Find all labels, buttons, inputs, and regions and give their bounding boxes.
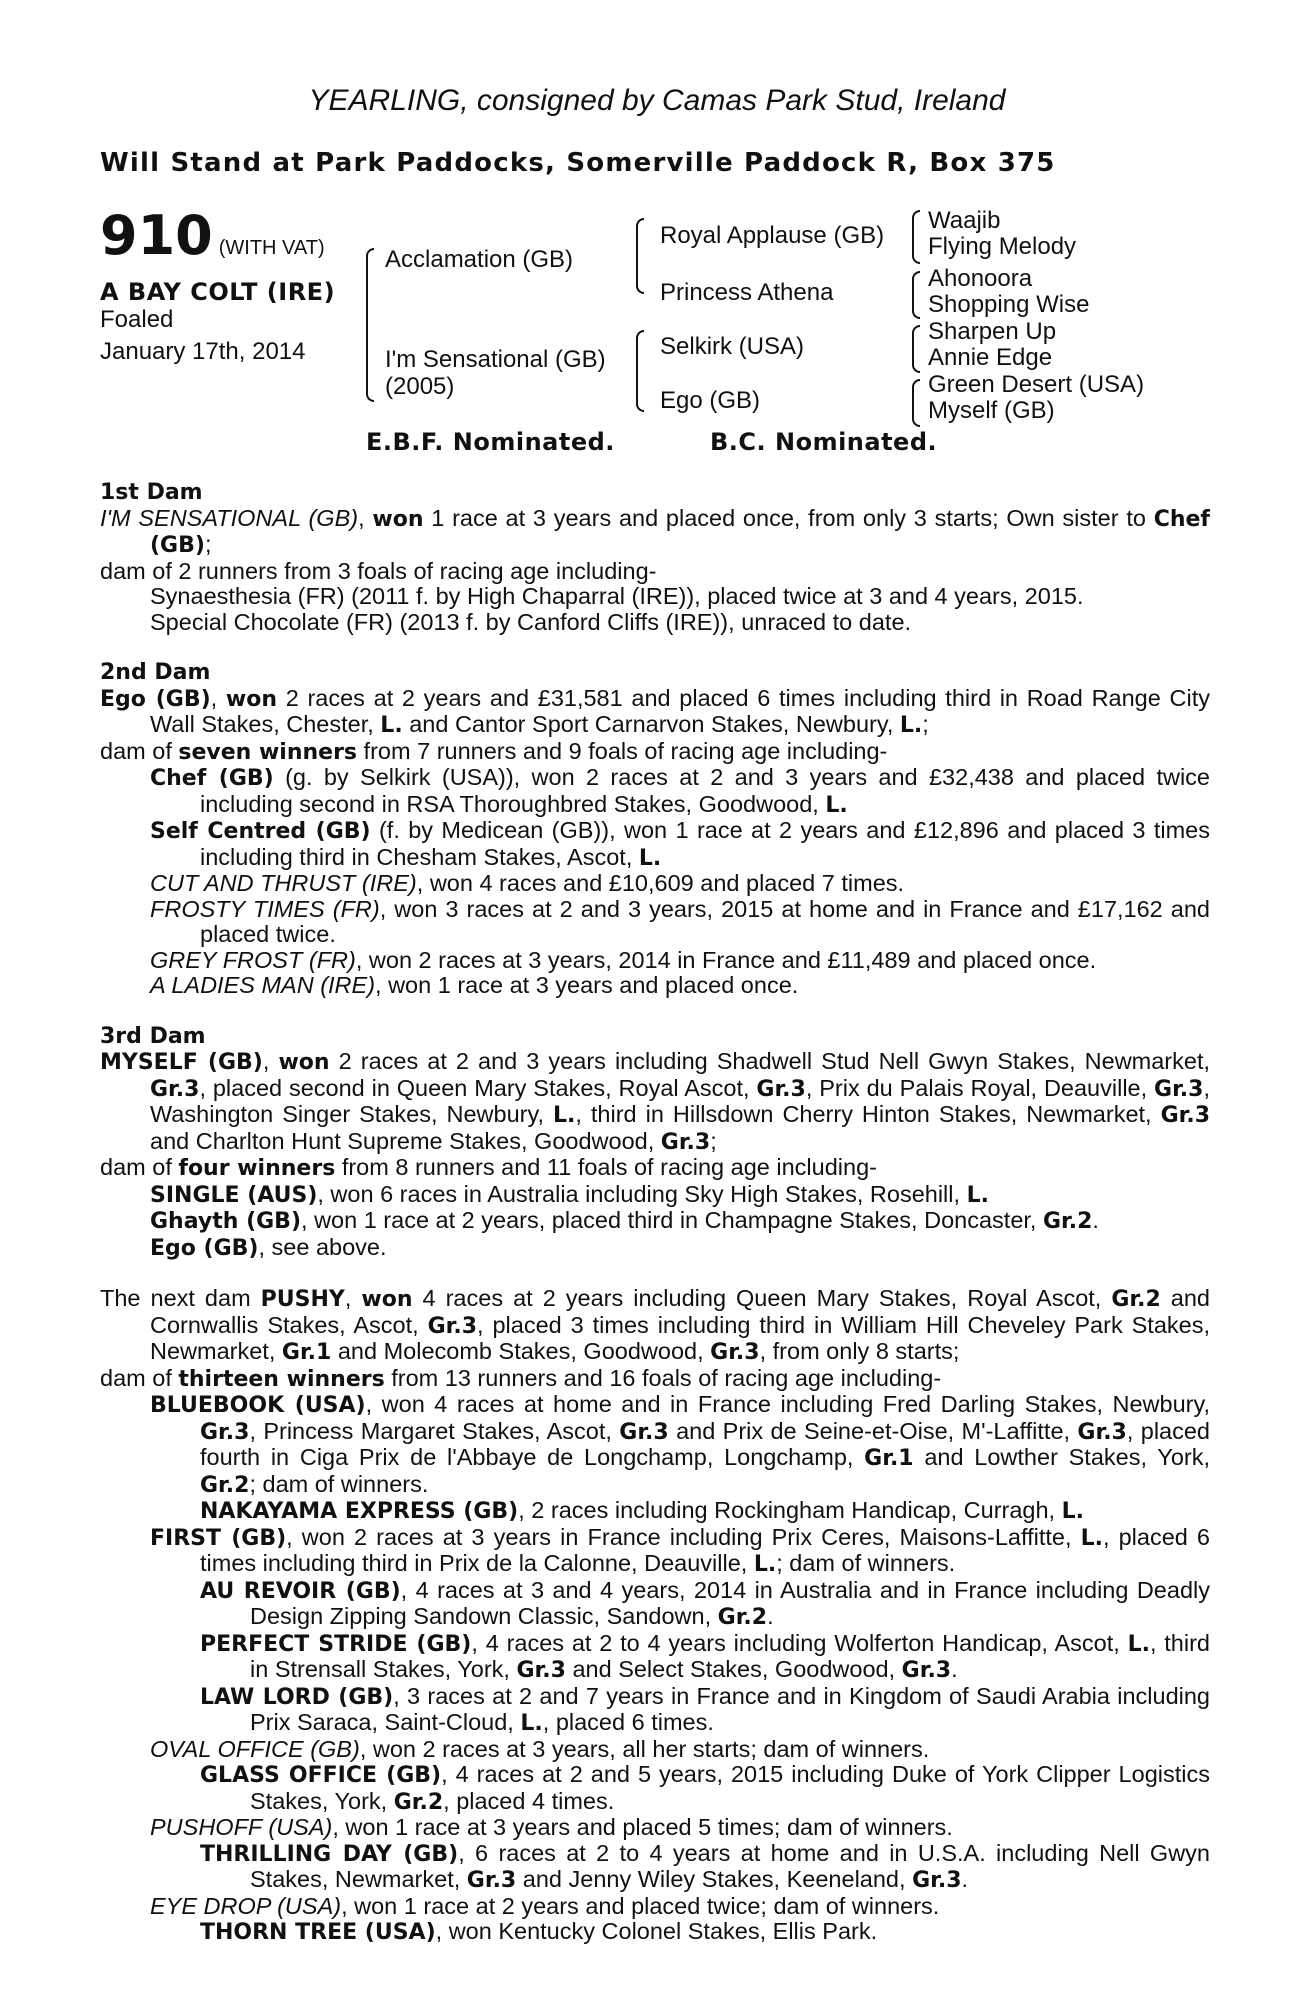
record-text: , won 3 races at 2 and 3 years, 2015 at home and in France and £17,162 and placed twice.	[200, 895, 1210, 947]
punct: ;	[710, 1127, 717, 1154]
produce-item: Synaesthesia (FR) (2011 f. by High Chaparral (IRE)), placed twice at 3 and 4 years, 2015.	[150, 583, 1084, 609]
brace-sire	[636, 218, 644, 294]
horse-name: Ghayth (GB)	[150, 1209, 302, 1234]
won-label: won	[361, 1287, 413, 1312]
grade: Gr.3	[912, 1868, 962, 1893]
second-dam-heading: 2nd Dam	[100, 660, 211, 685]
horse-name: EYE DROP (USA)	[150, 1892, 342, 1919]
ped-g2: Flying Melody	[928, 233, 1077, 260]
produce-item	[100, 1235, 1210, 1262]
grade: L.	[553, 1103, 576, 1128]
horse-name: Chef (GB)	[150, 766, 274, 791]
foaled-info	[100, 304, 306, 368]
horse-name: THORN TREE (USA)	[200, 1920, 436, 1945]
record-text: , placed fourth in Ciga Prix de l'Abbaye de Longchamp, Longchamp,	[200, 1417, 1210, 1470]
horse-name: Ego (GB)	[100, 686, 211, 712]
horse-name: Chef (GB)	[150, 506, 1210, 558]
horse-name: BLUEBOOK (USA)	[150, 1393, 366, 1418]
horse-name: GREY FROST (FR)	[150, 946, 356, 973]
record-text: , third in Strensall Stakes, York,	[250, 1629, 1210, 1682]
record-text: , 4 races at 2 to 4 years including Wolferton Handicap, Ascot,	[471, 1629, 1128, 1656]
grade: Gr.2	[200, 1472, 250, 1498]
vat-label: (WITH VAT)	[218, 237, 325, 259]
grade: L.	[966, 1182, 989, 1208]
horse-name: CUT AND THRUST (IRE)	[150, 870, 417, 896]
grade: Gr.2	[1111, 1287, 1161, 1312]
third-dam-heading: 3rd Dam	[100, 1023, 206, 1049]
grade: L.	[899, 713, 923, 738]
grade: Gr.3	[200, 1419, 250, 1445]
record-text: , won 4 races at home and in France including Fred Darling Stakes, Newbury,	[365, 1391, 1211, 1417]
winners-count: seven winners	[178, 739, 358, 765]
produce-item	[100, 1208, 1210, 1235]
grade: L.	[825, 792, 848, 818]
won-label: won	[372, 506, 424, 532]
ped-dam: I'm Sensational (GB)	[385, 346, 606, 373]
record-text: , placed second in Queen Mary Stakes, Royal Ascot,	[199, 1074, 757, 1101]
bc-nominated: B.C. Nominated.	[710, 428, 938, 456]
horse-name: PUSHY	[260, 1287, 345, 1312]
grade: Gr.3	[150, 1076, 200, 1102]
ped-dam-sire: Selkirk (USA)	[660, 333, 805, 360]
won-label: won	[225, 686, 277, 712]
horse-name: OVAL OFFICE (GB)	[150, 1735, 360, 1762]
ped-g5: Sharpen Up	[928, 318, 1057, 345]
record-text: , Prix du Palais Royal, Deauville,	[805, 1074, 1155, 1101]
grade: L.	[1061, 1499, 1085, 1524]
record-text: , Princess Margaret Stakes, Ascot,	[249, 1417, 620, 1444]
brace-g7	[912, 379, 920, 427]
record-text: , 3 races at 2 and 7 years in France and in Kingdom of Saudi Arabia including Prix Saraca, Saint-Cloud,	[250, 1682, 1211, 1735]
produce-item	[100, 1392, 1210, 1498]
produce-item	[100, 1631, 1210, 1684]
brace-g5	[912, 325, 920, 373]
record-text: , placed 6 times including third in Prix de la Calonne, Deauville,	[200, 1523, 1211, 1576]
record-text: , won 1 race at 2 years, placed third in Champagne Stakes, Doncaster,	[301, 1207, 1043, 1233]
record-text: , Washington Singer Stakes, Newbury,	[150, 1074, 1210, 1127]
ped-sire: Acclamation (GB)	[385, 246, 574, 273]
foaled-date: January 17th, 2014	[100, 338, 306, 365]
punct: .	[767, 1603, 774, 1629]
grade: L.	[380, 713, 403, 738]
consignor-line: YEARLING, consigned by Camas Park Stud, Ireland	[308, 84, 1006, 117]
grade: Gr.2	[717, 1605, 768, 1630]
grade: Gr.3	[710, 1340, 760, 1365]
record-text: , won 2 races at 3 years in France including Prix Ceres, Maisons-Laffitte,	[286, 1523, 1081, 1550]
produce-item	[100, 1762, 1210, 1815]
record-text: , won 1 race at 3 years and placed 5 times; dam of winners.	[332, 1814, 953, 1840]
grade: Gr.3	[660, 1129, 711, 1155]
record-text: from 8 runners and 11 foals of racing age including-	[335, 1154, 877, 1180]
produce-item	[100, 1815, 1210, 1841]
record-text: and Lowther Stakes, York,	[913, 1444, 1210, 1470]
punct: ;	[204, 531, 212, 557]
grade: Gr.3	[466, 1868, 517, 1893]
record-text: , 4 races at 3 and 4 years, 2014 in Australia and in France including Deadly Design Zipping Sandown Classic, Sandown,	[250, 1576, 1210, 1629]
record-text: and Cornwallis Stakes, Ascot,	[150, 1285, 1211, 1338]
produce-item	[100, 1919, 1210, 1946]
produce-item	[100, 765, 1210, 818]
record-text: , 6 races at 2 to 4 years at home and in U.S.A. including Nell Gwyn Stakes, Newmarket,	[250, 1839, 1211, 1892]
first-dam-record: I'M SENSATIONAL (GB), won 1 race at 3 years and placed once, from only 3 starts; Own sister to Chef (GB);	[100, 504, 1210, 558]
produce-item	[100, 871, 1210, 897]
ped-sire-sire: Royal Applause (GB)	[660, 222, 885, 249]
record-text: dam of	[100, 1154, 179, 1180]
record-text: (f. by Medicean (GB)), won 1 race at 2 years and £12,896 and placed 3 times including third in Chesham Stakes, Ascot,	[200, 817, 1210, 870]
record-text: and Select Stakes, Goodwood,	[565, 1656, 902, 1682]
ped-dam-dam: Ego (GB)	[660, 387, 761, 414]
grade: Gr.3	[901, 1658, 952, 1683]
ebf-nominated: E.B.F. Nominated.	[366, 428, 615, 456]
grade: Gr.1	[864, 1446, 914, 1471]
record-text: and Jenny Wiley Stakes, Keeneland,	[516, 1866, 913, 1892]
won-label: won	[278, 1050, 330, 1075]
punct: .	[951, 1656, 958, 1682]
record-text: , won 1 race at 2 years and placed twice; dam of winners.	[341, 1892, 940, 1919]
horse-name: Self Centred (GB)	[150, 819, 371, 844]
ped-g8: Myself (GB)	[928, 397, 1055, 424]
third-dam-record: MYSELF (GB), won 2 races at 2 and 3 years including Shadwell Stud Nell Gwyn Stakes, Newmarket, Gr.3, placed second in Queen Mary Stakes, Royal Ascot, Gr.3, Prix du Palais Royal, Deauville, Gr.3, Washington Singer Stakes, Newbury, L., third in Hillsdown Cherry Hinton Stakes, Newmarket, Gr.3 and Charlton Hunt Supreme Stakes, Goodwood, Gr.3;	[100, 1048, 1211, 1155]
brace-g3	[912, 271, 920, 319]
third-dam-produce-intro	[100, 1155, 1210, 1182]
ped-g7: Green Desert (USA)	[928, 371, 1145, 398]
grade: Gr.3	[516, 1658, 566, 1683]
first-dam-section	[100, 480, 1210, 635]
record-text: , third in Hillsdown Cherry Hinton Stakes, Newmarket,	[575, 1101, 1161, 1127]
record-text: ; dam of winners.	[776, 1550, 956, 1576]
horse-name: LAW LORD (GB)	[200, 1684, 394, 1710]
lot-number: 910	[100, 204, 213, 267]
horse-name: FROSTY TIMES (FR)	[150, 895, 380, 922]
second-dam-section	[100, 660, 1210, 999]
lot-header	[100, 204, 325, 267]
record-text: , won Kentucky Colonel Stakes, Ellis Park.	[435, 1918, 878, 1944]
grade: Gr.2	[1042, 1209, 1093, 1234]
second-dam-record: Ego (GB), won 2 races at 2 years and £31,581 and placed 6 times including third in Road Range City Wall Stakes, Chester, L. and Cantor Sport Carnarvon Stakes, Newbury, L.;	[100, 684, 1210, 738]
ped-g3: Ahonoora	[928, 265, 1033, 292]
horse-name: GLASS OFFICE (GB)	[200, 1763, 442, 1788]
record-text: and Molecomb Stakes, Goodwood,	[331, 1338, 711, 1364]
produce-item	[100, 1737, 1210, 1763]
winners-count: four winners	[178, 1156, 336, 1181]
record-text: , placed 3 times including third in William Hill Cheveley Park Stakes, Newmarket,	[150, 1311, 1210, 1364]
grade: L.	[1127, 1631, 1150, 1657]
record-text: and Prix de Seine-et-Oise, M'-Laffitte,	[668, 1417, 1078, 1444]
first-dam-produce-intro: dam of 2 runners from 3 foals of racing age including-	[100, 557, 657, 584]
dam-name: I'M SENSATIONAL (GB)	[100, 504, 359, 531]
catalogue-body	[100, 480, 1210, 1946]
record-text: , won 1 race at 3 years and placed once.	[375, 972, 799, 998]
record-text: , won 2 races at 3 years, 2014 in France and £11,489 and placed once.	[355, 946, 1097, 973]
record-text: ; dam of winners.	[249, 1470, 429, 1497]
grade: L.	[753, 1552, 777, 1577]
record-text: , placed 6 times.	[542, 1709, 714, 1735]
ped-g4: Shopping Wise	[928, 291, 1090, 318]
brace-main	[366, 248, 374, 402]
record-text: dam of	[100, 1364, 179, 1391]
ped-dam-year: (2005)	[385, 373, 455, 400]
next-dam-section	[100, 1286, 1210, 1946]
record-text: , 2 races including Rockingham Handicap, Curragh,	[518, 1497, 1062, 1523]
record-text: , placed 4 times.	[443, 1787, 615, 1814]
produce-item: Special Chocolate (FR) (2013 f. by Canford Cliffs (IRE)), unraced to date.	[150, 608, 912, 635]
grade: Gr.1	[281, 1340, 332, 1365]
grade: Gr.2	[393, 1789, 444, 1815]
produce-item	[100, 818, 1210, 871]
ped-g6: Annie Edge	[928, 344, 1053, 371]
grade: Gr.3	[756, 1076, 806, 1102]
record-text: and Cantor Sport Carnarvon Stakes, Newbury,	[402, 711, 900, 737]
horse-name: AU REVOIR (GB)	[200, 1578, 401, 1604]
record-text: , won 6 races in Australia including Sky High Stakes, Rosehill,	[317, 1180, 967, 1207]
grade: L.	[520, 1711, 543, 1736]
produce-item	[100, 1498, 1210, 1525]
produce-item	[100, 1525, 1210, 1578]
record-text: , 4 races at 2 and 5 years, 2015 including Duke of York Clipper Logistics Stakes, York,	[250, 1761, 1210, 1814]
record-text: from 13 runners and 16 foals of racing age including-	[384, 1364, 942, 1391]
first-dam-heading: 1st Dam	[100, 480, 203, 505]
grade: L.	[638, 845, 662, 871]
record-text: and Charlton Hunt Supreme Stakes, Goodwood,	[150, 1127, 661, 1154]
horse-name: THRILLING DAY (GB)	[200, 1841, 459, 1867]
record-text: The next dam	[100, 1285, 261, 1311]
record-text: , from only 8 starts;	[759, 1338, 960, 1364]
ped-g1: Waajib	[928, 207, 1001, 234]
winners-count: thirteen winners	[178, 1366, 385, 1392]
horse-name: A LADIES MAN (IRE)	[150, 972, 376, 998]
record-text: 1 race at 3 years and placed once, from only 3 starts; Own sister to	[423, 504, 1154, 531]
produce-item	[100, 973, 1210, 999]
record-text: , won 2 races at 3 years, all her starts; dam of winners.	[359, 1735, 930, 1762]
horse-name: MYSELF (GB)	[100, 1050, 263, 1075]
punct: .	[961, 1866, 969, 1892]
produce-item	[100, 948, 1210, 974]
produce-item	[100, 897, 1210, 948]
horse-name: Ego (GB)	[150, 1235, 259, 1261]
produce-item	[100, 1182, 1210, 1209]
horse-name: PERFECT STRIDE (GB)	[200, 1631, 472, 1657]
punct: ;	[922, 711, 929, 737]
foaled-label: Foaled	[100, 306, 174, 333]
next-dam-record: The next dam PUSHY, won 4 races at 2 years including Queen Mary Stakes, Royal Ascot, Gr.2 and Cornwallis Stakes, Ascot, Gr.3, placed 3 times including third in William Hill Cheveley Park Stakes, Newmarket, Gr.1 and Molecomb Stakes, Goodwood, Gr.3, from only 8 starts;	[100, 1285, 1211, 1365]
stand-location: Will Stand at Park Paddocks, Somerville Paddock R, Box 375	[100, 148, 1056, 178]
brace-dam	[636, 330, 644, 412]
produce-item	[100, 1684, 1210, 1737]
ped-sire-dam-2: Princess Athena	[660, 279, 834, 306]
grade: L.	[1080, 1525, 1103, 1551]
second-dam-produce-intro	[100, 739, 1210, 766]
punct: .	[1092, 1207, 1099, 1233]
record-text: 2 races at 2 and 3 years including Shadwell Stud Nell Gwyn Stakes, Newmarket,	[329, 1048, 1211, 1074]
record-text: from 7 runners and 9 foals of racing age including-	[357, 737, 888, 764]
horse-name: PUSHOFF (USA)	[150, 1814, 333, 1840]
record-text: , won 4 races and £10,609 and placed 7 times.	[416, 870, 905, 896]
horse-name: NAKAYAMA EXPRESS (GB)	[200, 1499, 519, 1524]
record-text: (g. by Selkirk (USA)), won 2 races at 2 and 3 years and £32,438 and placed twice including second in RSA Thoroughbred Stakes, Goodwood,	[200, 764, 1210, 817]
third-dam-section	[100, 1024, 1210, 1262]
grade: Gr.3	[1154, 1076, 1204, 1102]
produce-item	[100, 1894, 1210, 1920]
grade: Gr.3	[1160, 1103, 1210, 1128]
grade: Gr.3	[619, 1419, 669, 1445]
next-dam-produce-intro	[100, 1366, 1210, 1393]
record-text: 2 races at 2 years and £31,581 and placed 6 times including third in Road Range City Wall Stakes, Chester,	[150, 684, 1210, 737]
lot-title: A BAY COLT (IRE)	[100, 278, 336, 306]
horse-name: SINGLE (AUS)	[150, 1182, 318, 1208]
produce-item	[100, 1578, 1210, 1631]
record-text: , see above.	[258, 1233, 387, 1260]
grade: Gr.3	[1077, 1419, 1127, 1445]
produce-item	[100, 1841, 1210, 1894]
grade: Gr.3	[427, 1313, 477, 1339]
record-text: 4 races at 2 years including Queen Mary Stakes, Royal Ascot,	[412, 1285, 1112, 1311]
brace-g1	[912, 210, 920, 264]
record-text: dam of	[100, 737, 179, 764]
horse-name: FIRST (GB)	[150, 1525, 287, 1551]
